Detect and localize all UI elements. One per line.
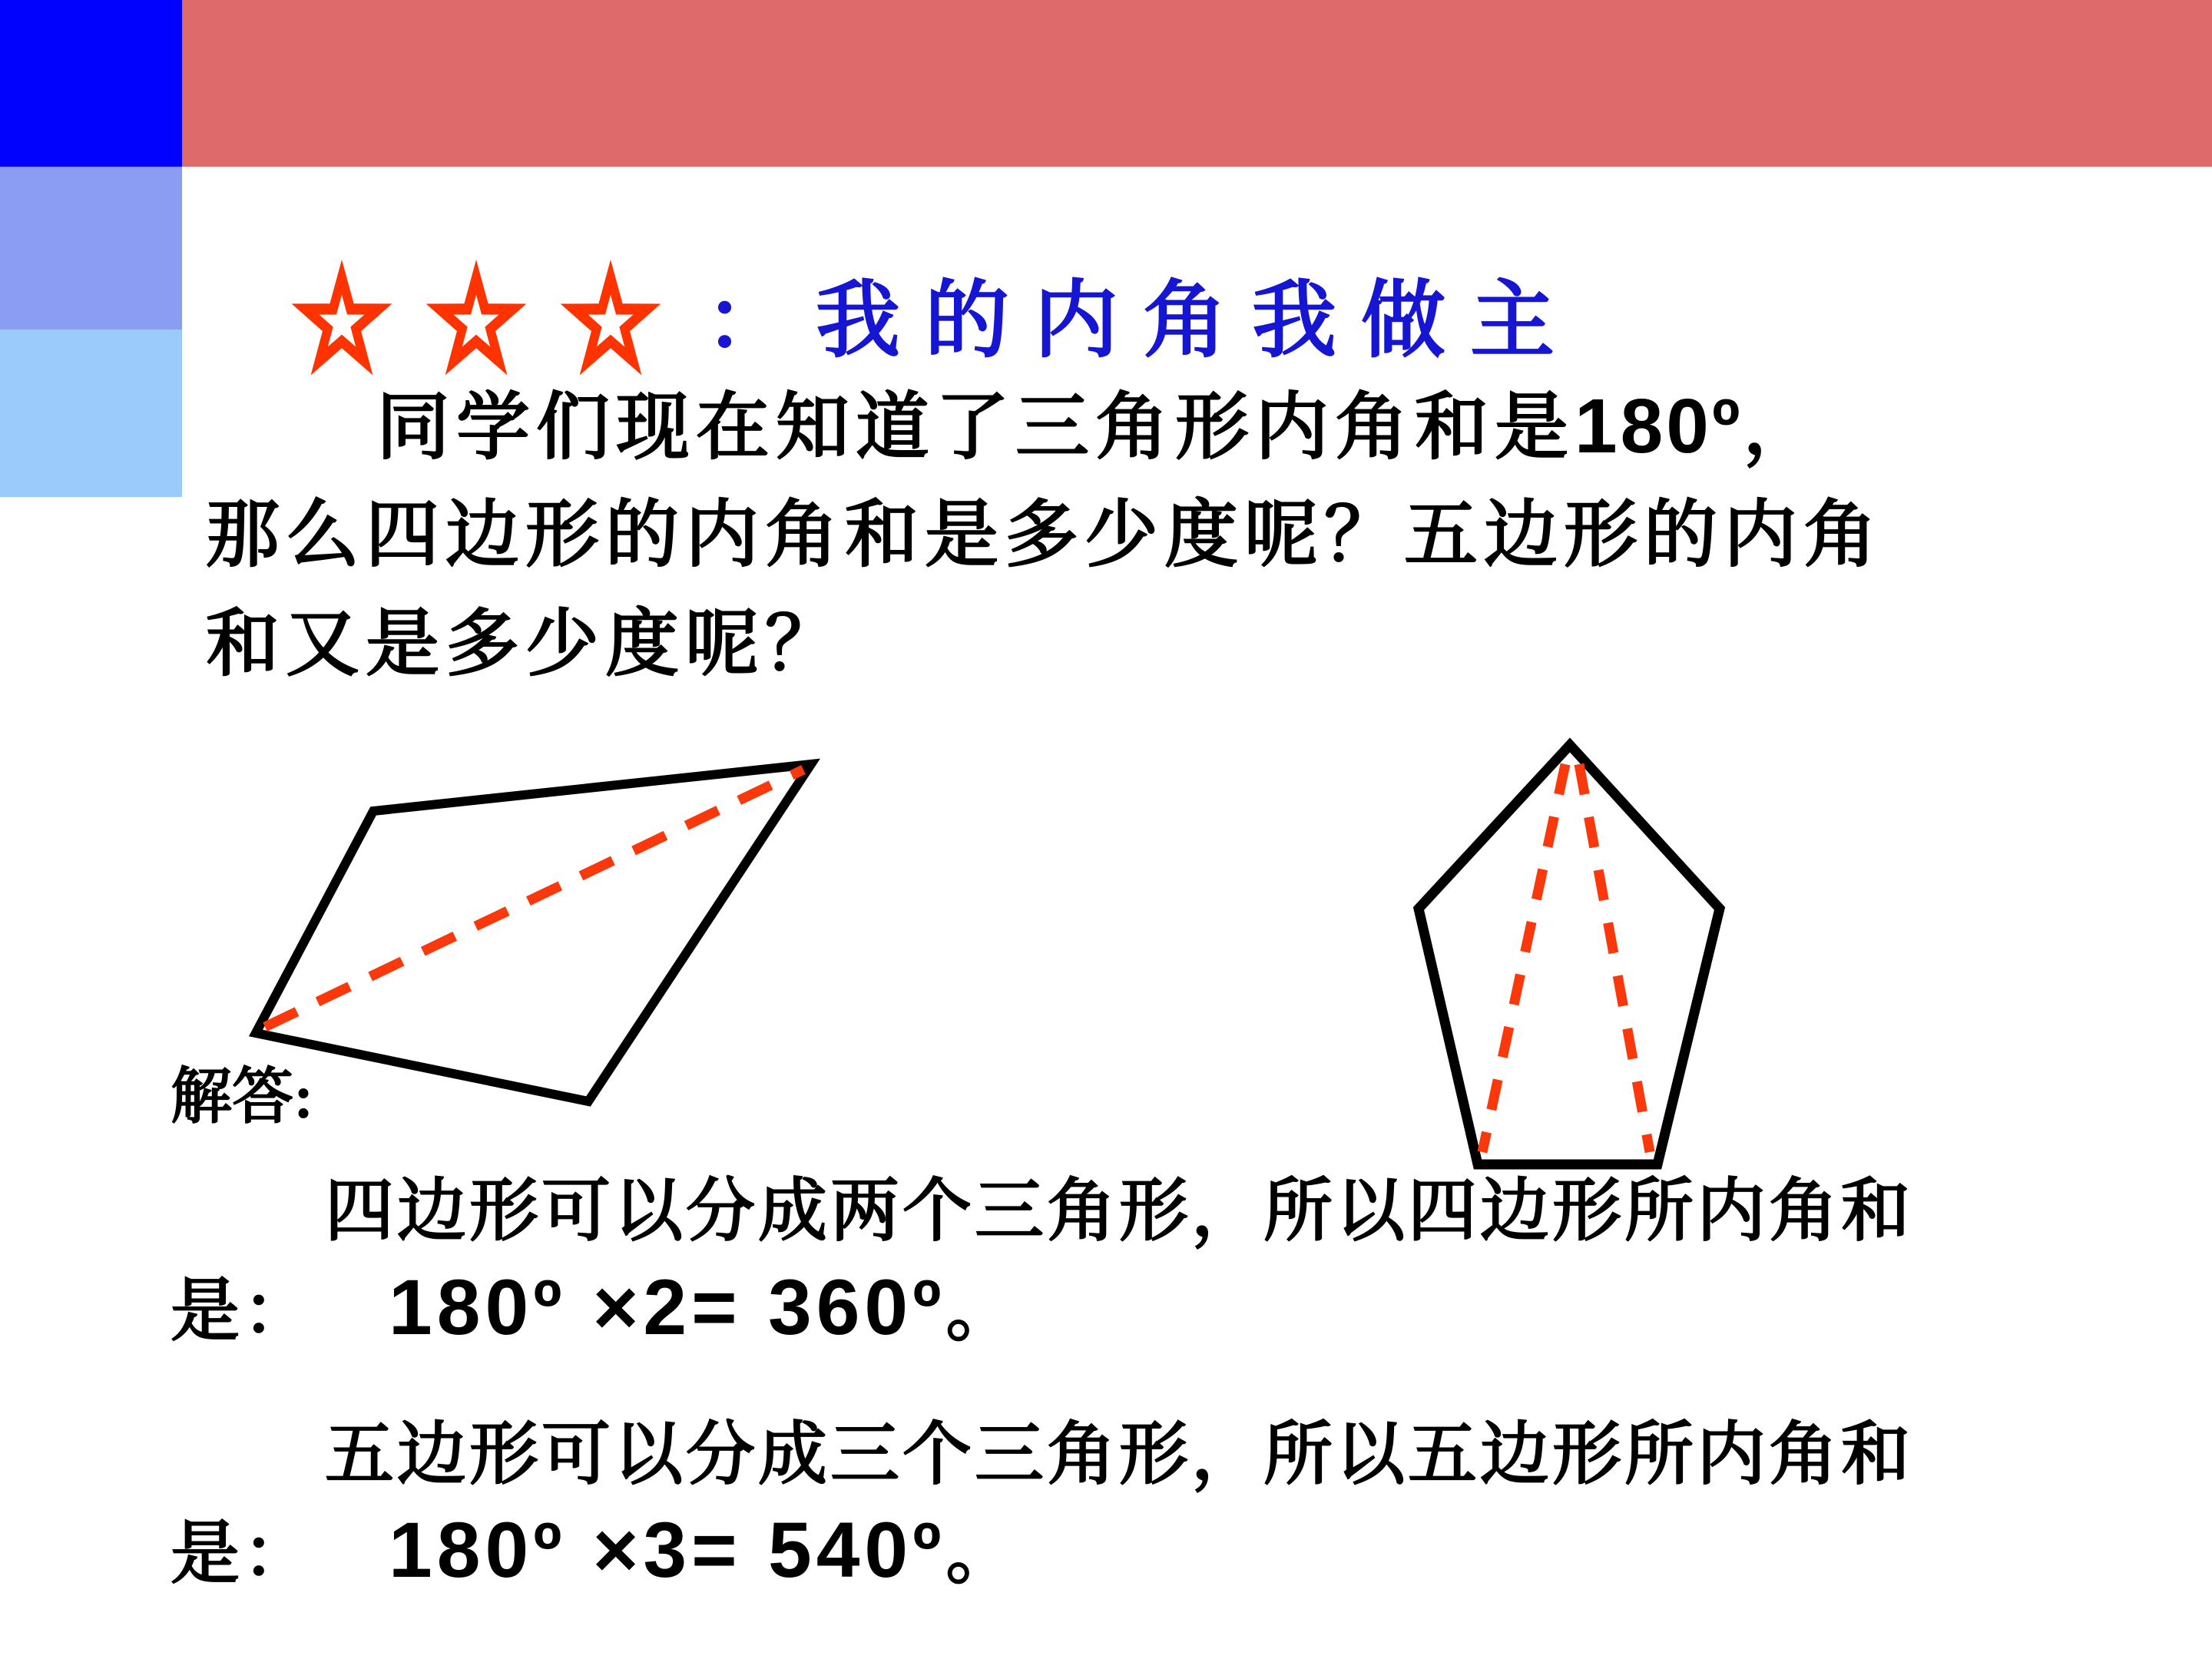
pentagon-right-diagonal-dashed-line (1579, 764, 1650, 1152)
question-line-1-comma: ， (1743, 386, 1823, 469)
answer-label: 解答: (171, 1064, 314, 1131)
header-red-bar (182, 0, 2212, 167)
hollow-star-icon (291, 260, 392, 382)
question-line-3: 和又是多少度呢？ (206, 603, 845, 685)
title-separator: ： (705, 274, 790, 368)
question-line-1 (376, 383, 1823, 469)
pentagon-shape (1419, 745, 1720, 1164)
deco-square-blue (0, 0, 182, 167)
answer2-formula: 180º ×3= 540º (389, 1506, 946, 1594)
hollow-star-icon (426, 260, 527, 382)
answer1-formula: 180º ×2= 360º (389, 1263, 946, 1351)
answer2-line-1: 五边形可以分成三个三角形，所以五边形所内角和 (325, 1417, 1913, 1493)
question-line-2: 那么四边形的内角和是多少度呢？五边形的内角 (206, 494, 1883, 576)
quadrilateral-diagonal-dashed-line (265, 770, 803, 1027)
title-row (291, 260, 1579, 382)
answer2-period: 。 (945, 1516, 1018, 1592)
quadrilateral-shape (256, 764, 811, 1101)
question-line-1-text: 同学们现在知道了三角形内角和是 (376, 386, 1575, 469)
answer1-line-2 (171, 1263, 1018, 1351)
deco-square-medium-blue (0, 167, 182, 329)
answer1-line-2-label: 是： (171, 1273, 315, 1349)
answer1-line-1: 四边形可以分成两个三角形，所以四边形所内角和 (325, 1174, 1913, 1250)
answer2-line-2 (171, 1506, 1018, 1594)
answer1-period: 。 (945, 1273, 1018, 1349)
deco-square-light-blue (0, 329, 182, 497)
answer2-line-2-label: 是： (171, 1516, 315, 1592)
page-title: 我的内角我做主 (816, 274, 1579, 368)
hollow-star-icon (560, 260, 661, 382)
question-line-1-number: 180º (1575, 383, 1743, 469)
pentagon-left-diagonal-dashed-line (1482, 764, 1565, 1152)
